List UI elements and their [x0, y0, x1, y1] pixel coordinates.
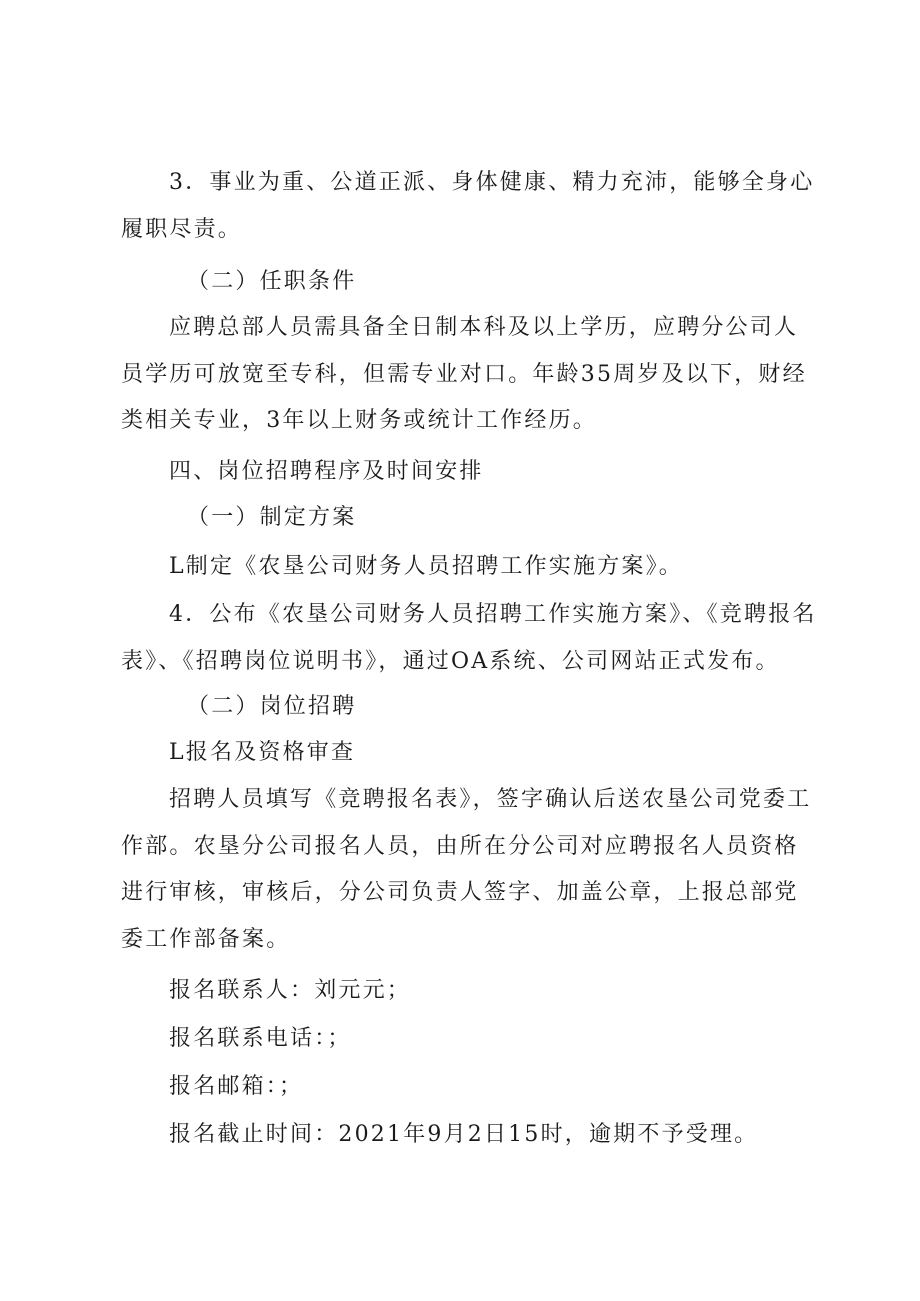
heading-recruitment-procedure: 四、岗位招聘程序及时间安排 [169, 459, 484, 484]
heading-formulate-plan: （一）制定方案 [187, 505, 357, 530]
heading-position-recruitment: （二）岗位招聘 [187, 694, 357, 719]
paragraph-registration-process: 招聘人员填写《竞聘报名表》，签字确认后送农垦公司党委工作部。农垦分公司报名人员，由所在分公司对应聘报名人员资格进行审核，审核后，分公司负责人签字、加盖公章，上报总部党委工作部备案。 [121, 787, 812, 952]
paragraph-qualifications: 应聘总部人员需具备全日制本科及以上学历，应聘分公司人员学历可放宽至专科，但需专业对口。年龄35周岁及以下，财经类相关专业，3年以上财务或统计工作经历。 [121, 315, 807, 433]
registration-deadline: 报名截止时间：2021年9月2日15时，逾期不予受理。 [169, 1122, 759, 1147]
contact-email: 报名邮箱：； [169, 1074, 304, 1099]
paragraph-plan-step-1: L制定《农垦公司财务人员招聘工作实施方案》。 [169, 554, 684, 579]
heading-registration-review: L报名及资格审查 [169, 740, 356, 765]
heading-job-requirements: （二）任职条件 [187, 269, 357, 294]
paragraph-duty-3: 3．事业为重、公道正派、身体健康、精力充沛，能够全身心履职尽责。 [121, 170, 815, 242]
contact-phone: 报名联系电话：； [169, 1026, 352, 1051]
paragraph-plan-step-4: 4．公布《农垦公司财务人员招聘工作实施方案》、《竞聘报名表》、《招聘岗位说明书》，通过OA系统、公司网站正式发布。 [121, 602, 817, 674]
contact-person: 报名联系人：刘元元； [169, 978, 412, 1003]
